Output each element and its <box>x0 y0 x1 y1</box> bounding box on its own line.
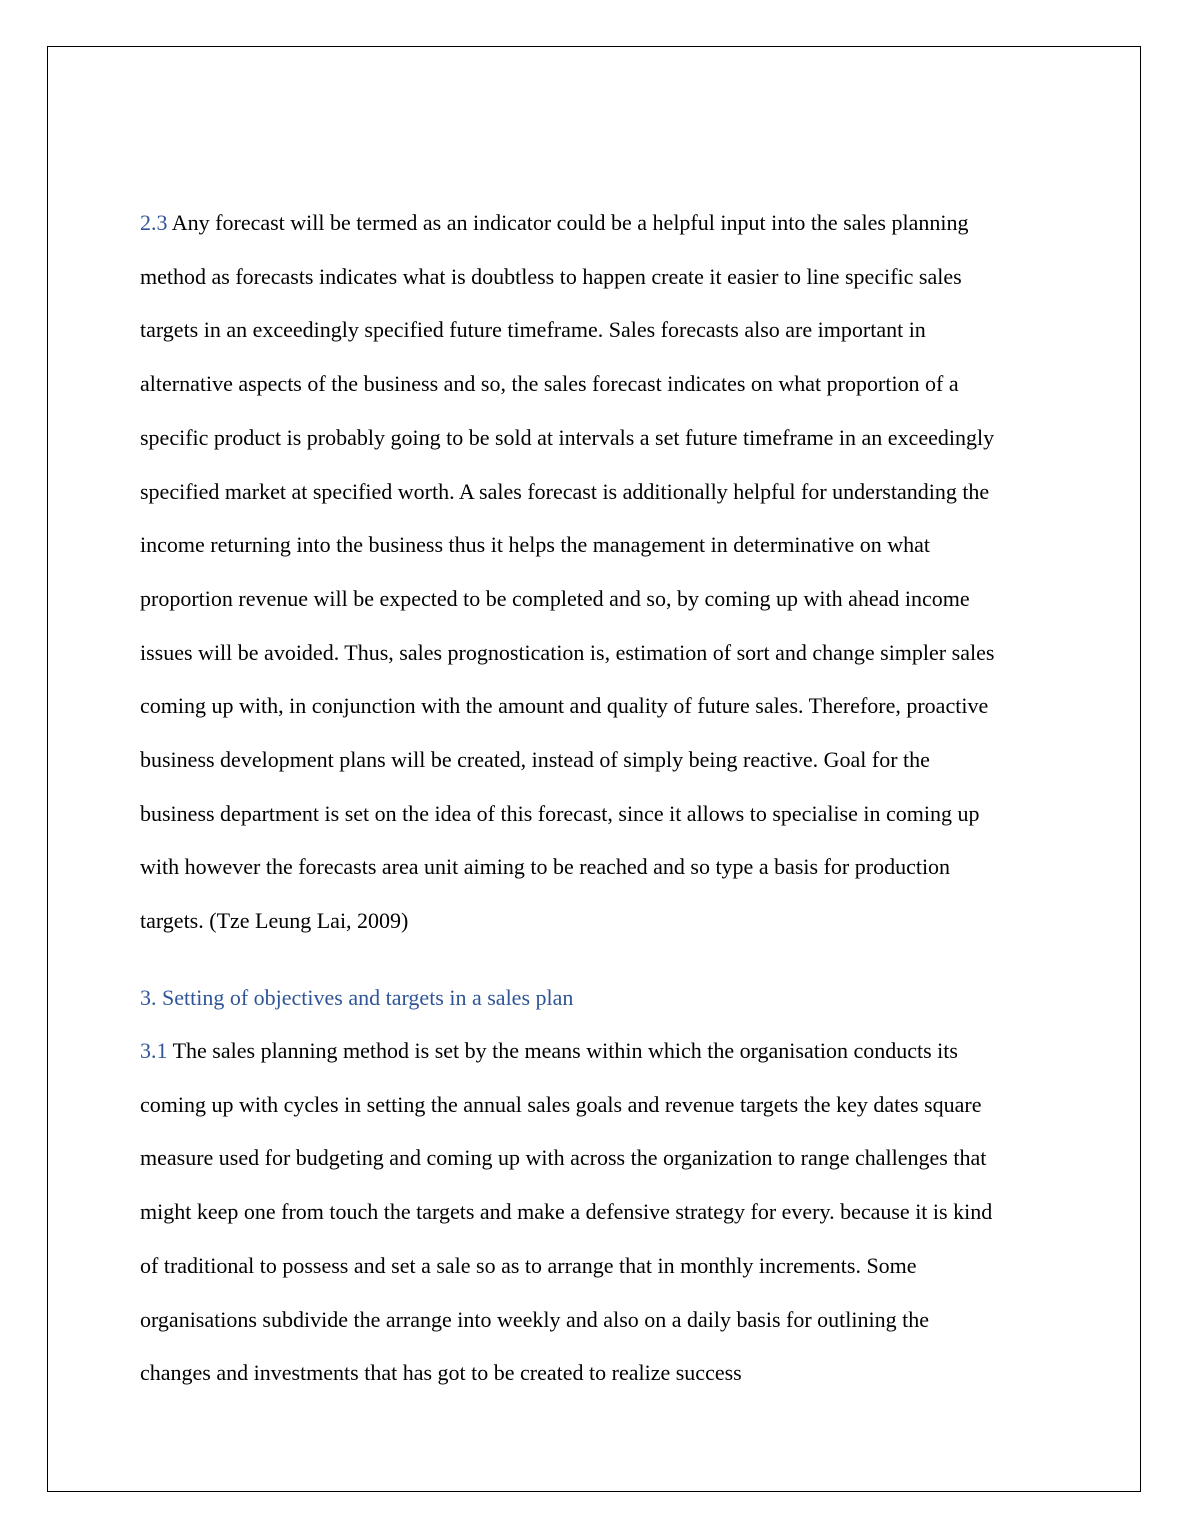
paragraph-line: proportion revenue will be expected to be completed and so, by coming up with ahead income <box>140 585 970 611</box>
paragraph-line: targets in an exceedingly specified future timeframe. Sales forecasts also are important in <box>140 317 926 343</box>
paragraph-line: income returning into the business thus it helps the management in determinative on what <box>140 532 930 558</box>
paragraph-line-text: The sales planning method is set by the means within which the organisation conducts its <box>167 1038 958 1063</box>
paragraph-line: alternative aspects of the business and so, the sales forecast indicates on what proportion of a <box>140 371 959 397</box>
paragraph-line <box>140 196 1060 250</box>
paragraph-line: method as forecasts indicates what is doubtless to happen create it easier to line specific sales <box>140 263 962 289</box>
paragraph-line: issues will be avoided. Thus, sales prognostication is, estimation of sort and change simpler sales <box>140 639 995 665</box>
paragraph-line <box>140 1024 1060 1078</box>
section-number: 3.1 <box>140 1038 168 1063</box>
paragraph-line: coming up with, in conjunction with the amount and quality of future sales. Therefore, proactive <box>140 693 989 719</box>
paragraph-line: specific product is probably going to be sold at intervals a set future timeframe in an exceedingly <box>140 424 995 450</box>
paragraph-line: targets. (Tze Leung Lai, 2009) <box>140 908 409 934</box>
paragraph-line-text: Any forecast will be termed as an indicator could be a helpful input into the sales planning <box>167 210 969 235</box>
paragraph-line: measure used for budgeting and coming up with across the organization to range challenges that <box>140 1145 987 1171</box>
paragraph-line: coming up with cycles in setting the annual sales goals and revenue targets the key dates square <box>140 1091 982 1117</box>
paragraph-2-3 <box>140 196 1060 948</box>
paragraph-3-1 <box>140 1024 1060 1400</box>
section-heading-3: 3. Setting of objectives and targets in a sales plan <box>140 985 574 1010</box>
paragraph-line: changes and investments that has got to be created to realize success <box>140 1360 742 1386</box>
paragraph-line: business development plans will be created, instead of simply being reactive. Goal for the <box>140 747 930 773</box>
paragraph-line: business department is set on the idea of this forecast, since it allows to specialise in coming up <box>140 800 980 826</box>
paragraph-line: organisations subdivide the arrange into weekly and also on a daily basis for outlining the <box>140 1306 929 1332</box>
section-number: 2.3 <box>140 210 168 235</box>
paragraph-line: specified market at specified worth. A sales forecast is additionally helpful for understanding the <box>140 478 990 504</box>
paragraph-line: with however the forecasts area unit aiming to be reached and so type a basis for production <box>140 854 951 880</box>
paragraph-line: of traditional to possess and set a sale so as to arrange that in monthly increments. Some <box>140 1252 917 1278</box>
paragraph-line: might keep one from touch the targets and make a defensive strategy for every. because it is kind <box>140 1199 993 1225</box>
